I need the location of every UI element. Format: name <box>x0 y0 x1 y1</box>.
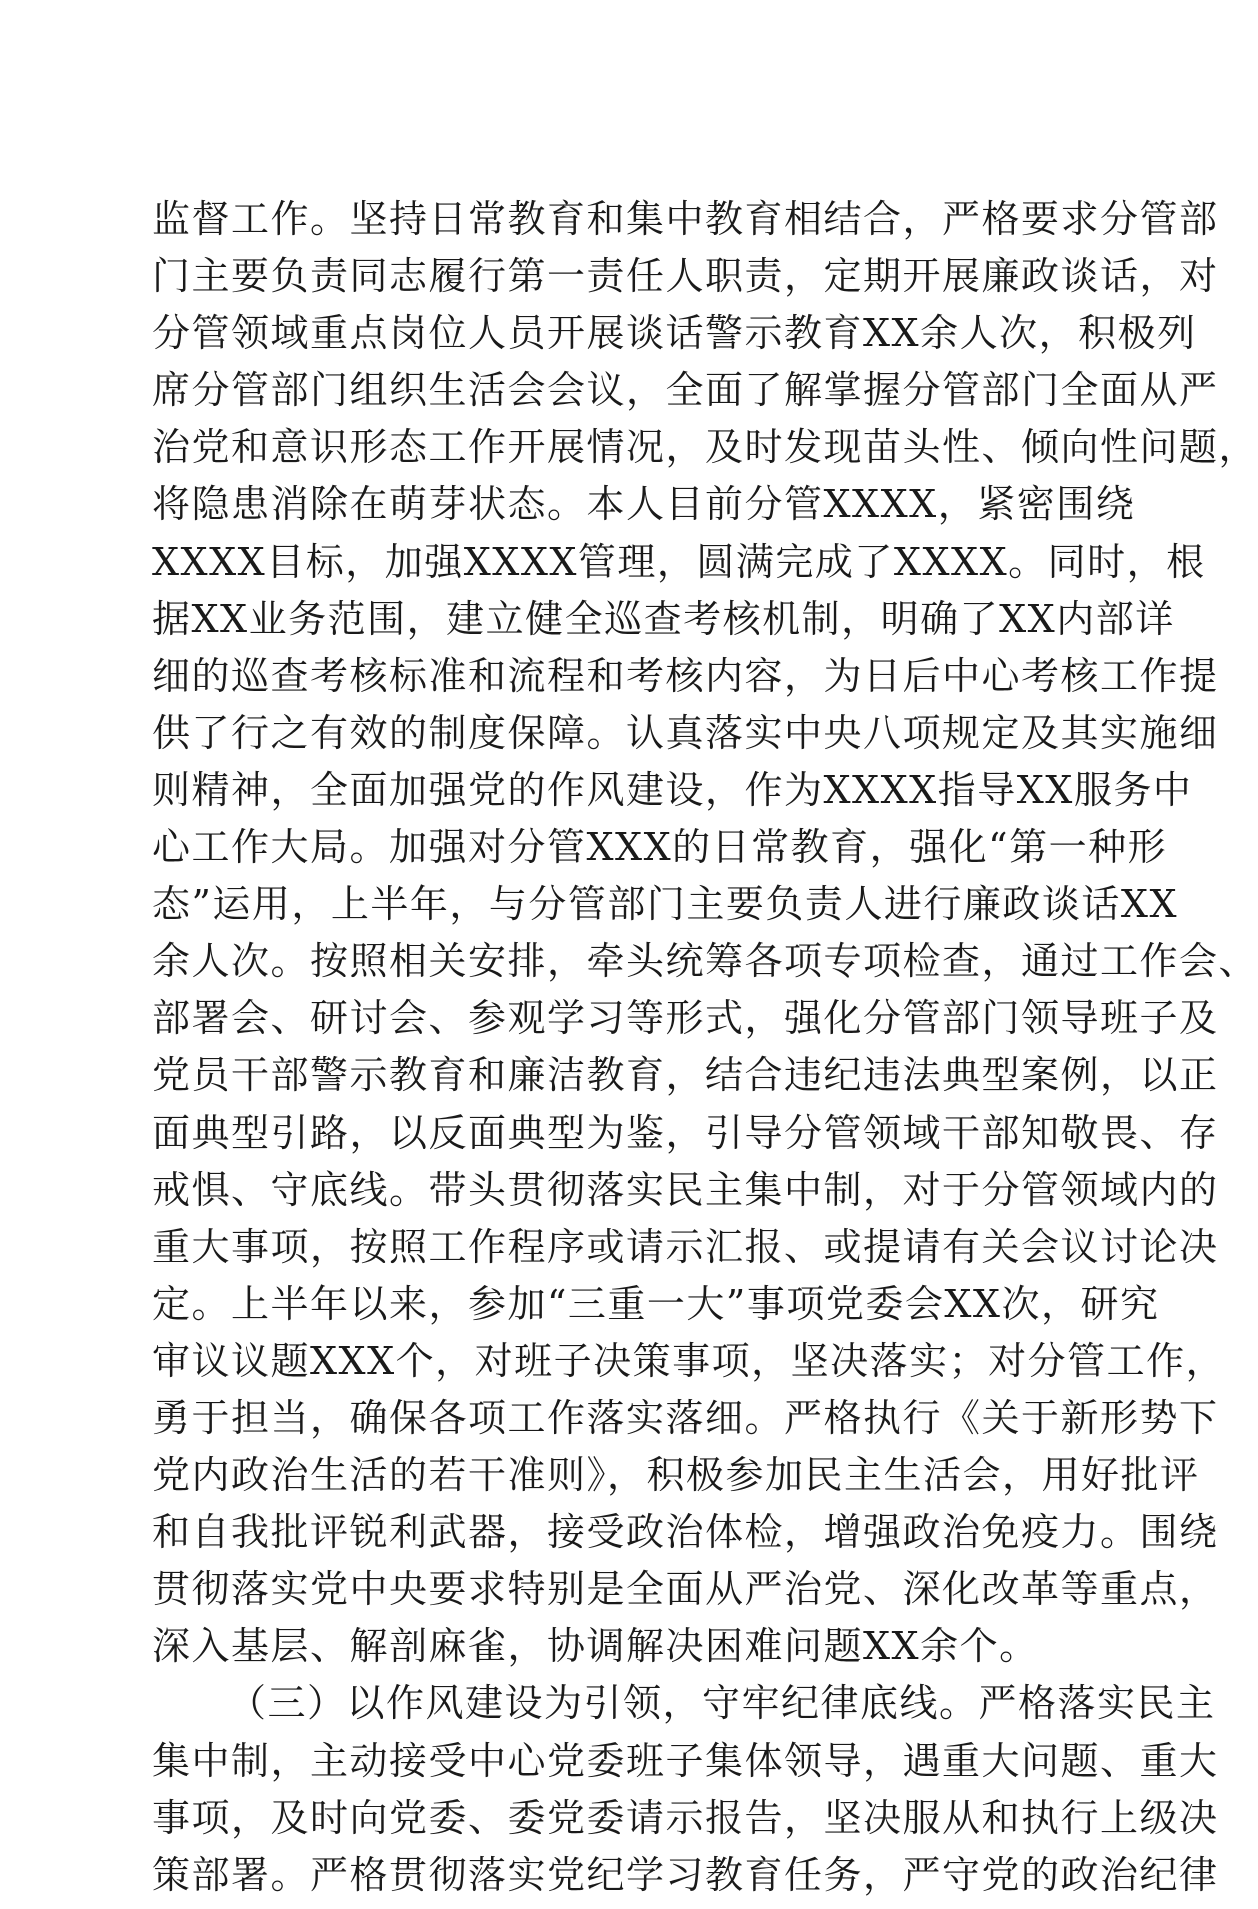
text-line: 定。上半年以来，参加“三重一大”事项党委会XX次，研究 <box>152 1281 1160 1326</box>
text-line-indented: （三）以作风建设为引领，守牢纪律底线。严格落实民主 <box>228 1681 1216 1726</box>
text-line: 面典型引路，以反面典型为鉴，引导分管领域干部知敬畏、存 <box>152 1110 1219 1155</box>
text-line: 戒惧、守底线。带头贯彻落实民主集中制，对于分管领域内的 <box>152 1167 1219 1212</box>
text-line: 事项，及时向党委、委党委请示报告，坚决服从和执行上级决 <box>152 1795 1219 1840</box>
text-line: 党内政治生活的若干准则》，积极参加民主生活会，用好批评 <box>152 1453 1200 1498</box>
text-line: 审议议题XXX个，对班子决策事项，坚决落实；对分管工作， <box>152 1338 1226 1383</box>
text-line: 贯彻落实党中央要求特别是全面从严治党、深化改革等重点， <box>152 1567 1219 1612</box>
text-line: 分管领域重点岗位人员开展谈话警示教育XX余人次，积极列 <box>152 311 1197 356</box>
text-line: 心工作大局。加强对分管XXX的日常教育，强化“第一种形 <box>152 825 1168 870</box>
text-line: 据XX业务范围，建立健全巡查考核机制，明确了XX内部详 <box>152 596 1175 641</box>
text-line: 态”运用，上半年，与分管部门主要负责人进行廉政谈话XX <box>152 882 1179 927</box>
text-line: 细的巡查考核标准和流程和考核内容，为日后中心考核工作提 <box>152 653 1219 698</box>
text-line: 和自我批评锐利武器，接受政治体检，增强政治免疫力。围绕 <box>152 1510 1219 1555</box>
text-line: 席分管部门组织生活会会议，全面了解掌握分管部门全面从严 <box>152 368 1219 413</box>
text-line: 部署会、研讨会、参观学习等形式，强化分管部门领导班子及 <box>152 996 1219 1041</box>
text-line: 治党和意识形态工作开展情况，及时发现苗头性、倾向性问题， <box>152 425 1258 470</box>
text-line: XXXX目标，加强XXXX管理，圆满完成了XXXX。同时，根 <box>152 539 1206 584</box>
text-line: 策部署。严格贯彻落实党纪学习教育任务，严守党的政治纪律 <box>152 1852 1219 1897</box>
document-page <box>152 196 1258 1909</box>
text-line: 门主要负责同志履行第一责任人职责，定期开展廉政谈话，对 <box>152 254 1219 299</box>
text-line: 勇于担当，确保各项工作落实落细。严格执行《关于新形势下 <box>152 1395 1219 1440</box>
paragraph-1 <box>152 196 1258 1669</box>
text-line: 将隐患消除在萌芽状态。本人目前分管XXXX，紧密围绕 <box>152 482 1136 527</box>
paragraph-2 <box>152 1680 1219 1897</box>
text-line: 党员干部警示教育和廉洁教育，结合违纪违法典型案例，以正 <box>152 1053 1219 1098</box>
text-line: 供了行之有效的制度保障。认真落实中央八项规定及其实施细 <box>152 710 1219 755</box>
text-line: 余人次。按照相关安排，牵头统筹各项专项检查，通过工作会、 <box>152 939 1258 984</box>
text-line: 集中制，主动接受中心党委班子集体领导，遇重大问题、重大 <box>152 1738 1219 1783</box>
text-line: 监督工作。坚持日常教育和集中教育相结合，严格要求分管部 <box>152 197 1219 241</box>
text-line: 重大事项，按照工作程序或请示汇报、或提请有关会议讨论决 <box>152 1224 1219 1269</box>
text-line: 则精神，全面加强党的作风建设，作为XXXX指导XX服务中 <box>152 767 1193 812</box>
text-line-last: 深入基层、解剖麻雀，协调解决困难问题XX余个。 <box>152 1624 1039 1669</box>
